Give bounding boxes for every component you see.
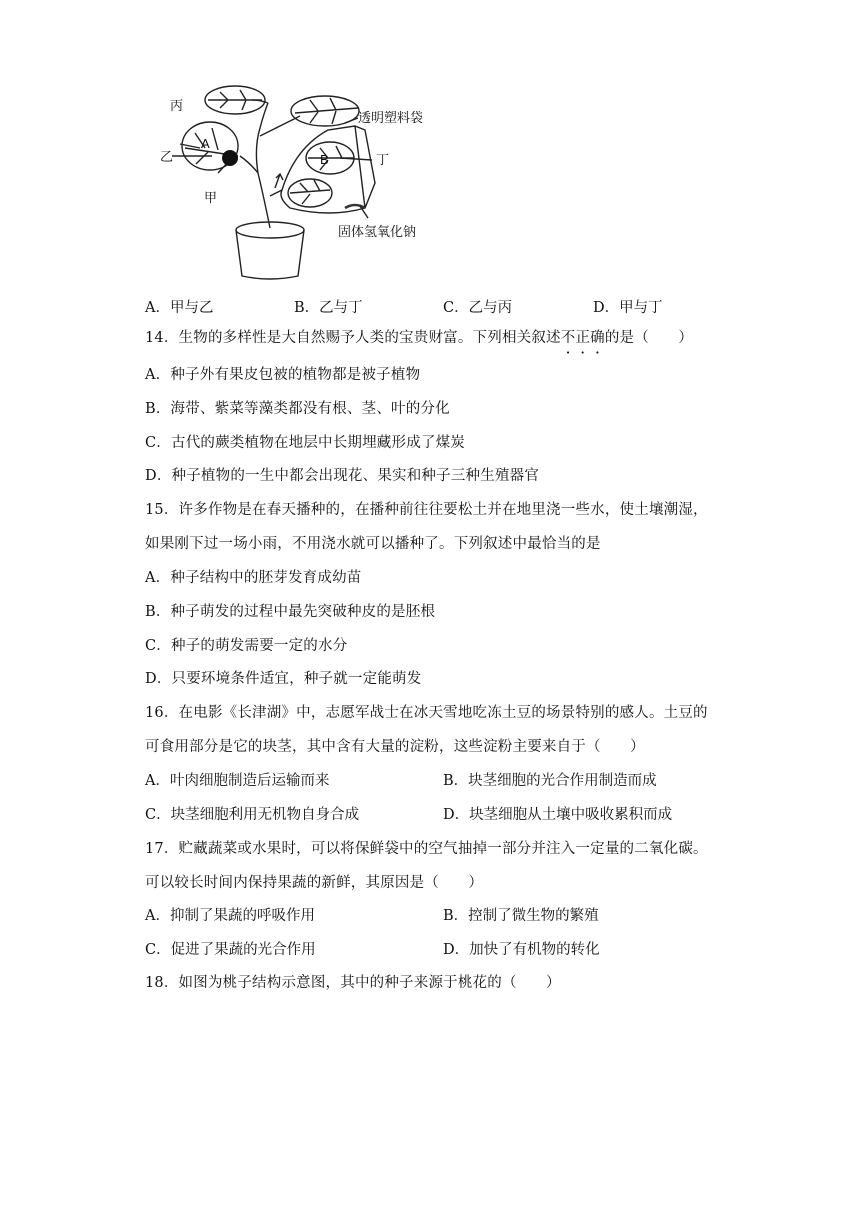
- q17-stem-line1: 17．贮藏蔬菜或水果时，可以将保鲜袋中的空气抽掉一部分并注入一定量的二氧化碳。: [145, 841, 708, 857]
- q16-option-c: C．块茎细胞利用无机物自身合成: [145, 807, 360, 823]
- q16-option-d: D．块茎细胞从土壤中吸收累积而成: [443, 807, 673, 823]
- q13-option-d: D．甲与丁: [593, 300, 663, 316]
- q15-option-c: C．种子的萌发需要一定的水分: [145, 638, 348, 654]
- q17-option-d: D．加快了有机物的转化: [443, 942, 600, 958]
- black-spot: [222, 150, 238, 166]
- q18-stem: 18．如图为桃子结构示意图，其中的种子来源于桃花的（ ）: [145, 975, 561, 991]
- q13-option-b: B．乙与丁: [294, 300, 363, 316]
- q17-option-c: C．促进了果蔬的光合作用: [145, 942, 316, 958]
- q17-stem-line2: 可以较长时间内保持果蔬的新鲜，其原因是（ ）: [145, 875, 484, 891]
- label-bag: 透明塑料袋: [358, 110, 424, 125]
- q16-stem-line1: 16．在电影《长津湖》中，志愿军战士在冰天雪地吃冻土豆的场景特别的感人。土豆的: [145, 705, 708, 721]
- q14-stem: 14．生物的多样性是大自然赐予人类的宝贵财富。下列相关叙述不正确的是（ ）: [145, 330, 694, 346]
- q14-option-a: A．种子外有果皮包被的植物都是被子植物: [145, 367, 421, 383]
- plant-stem: [256, 103, 270, 228]
- label-ding: 丁: [376, 152, 390, 167]
- q17-option-a: A．抑制了果蔬的呼吸作用: [145, 908, 315, 924]
- label-a: A: [201, 136, 210, 151]
- q16-option-b: B．块茎细胞的光合作用制造而成: [443, 773, 657, 789]
- q16-stem-line2: 可食用部分是它的块茎，其中含有大量的淀粉，这些淀粉主要来自于（ ）: [145, 739, 645, 755]
- q15-option-d: D．只要环境条件适宜，种子就一定能萌发: [145, 671, 422, 687]
- label-b: B: [320, 152, 329, 167]
- q14-option-d: D．种子植物的一生中都会出现花、果实和种子三种生殖器官: [145, 468, 540, 484]
- label-jia: 甲: [204, 190, 218, 205]
- q13-option-a: A．甲与乙: [145, 300, 214, 316]
- plant-experiment-figure: [160, 78, 430, 283]
- q17-option-b: B．控制了微生物的繁殖: [443, 908, 599, 924]
- q16-option-a: A．叶肉细胞制造后运输而来: [145, 773, 330, 789]
- q14-option-b: B．海带、紫菜等藻类都没有根、茎、叶的分化: [145, 401, 450, 417]
- label-naoh: 固体氢氧化钠: [338, 224, 417, 239]
- q15-option-b: B．种子萌发的过程中最先突破种皮的是胚根: [145, 604, 436, 620]
- label-yi: 乙: [160, 149, 174, 164]
- q15-option-a: A．种子结构中的胚芽发育成幼苗: [145, 570, 362, 586]
- q15-stem-line2: 如果刚下过一场小雨，不用浇水就可以播种了。下列叙述中最恰当的是: [145, 536, 601, 552]
- q14-option-c: C．古代的蕨类植物在地层中长期埋藏形成了煤炭: [145, 435, 465, 451]
- q13-option-c: C．乙与丙: [443, 300, 513, 316]
- pot-rim: [236, 222, 304, 238]
- label-bing: 丙: [170, 98, 184, 113]
- q15-stem-line1: 15．许多作物是在春天播种的，在播种前往往要松土并在地里浇一些水，使土壤潮湿，: [145, 502, 708, 518]
